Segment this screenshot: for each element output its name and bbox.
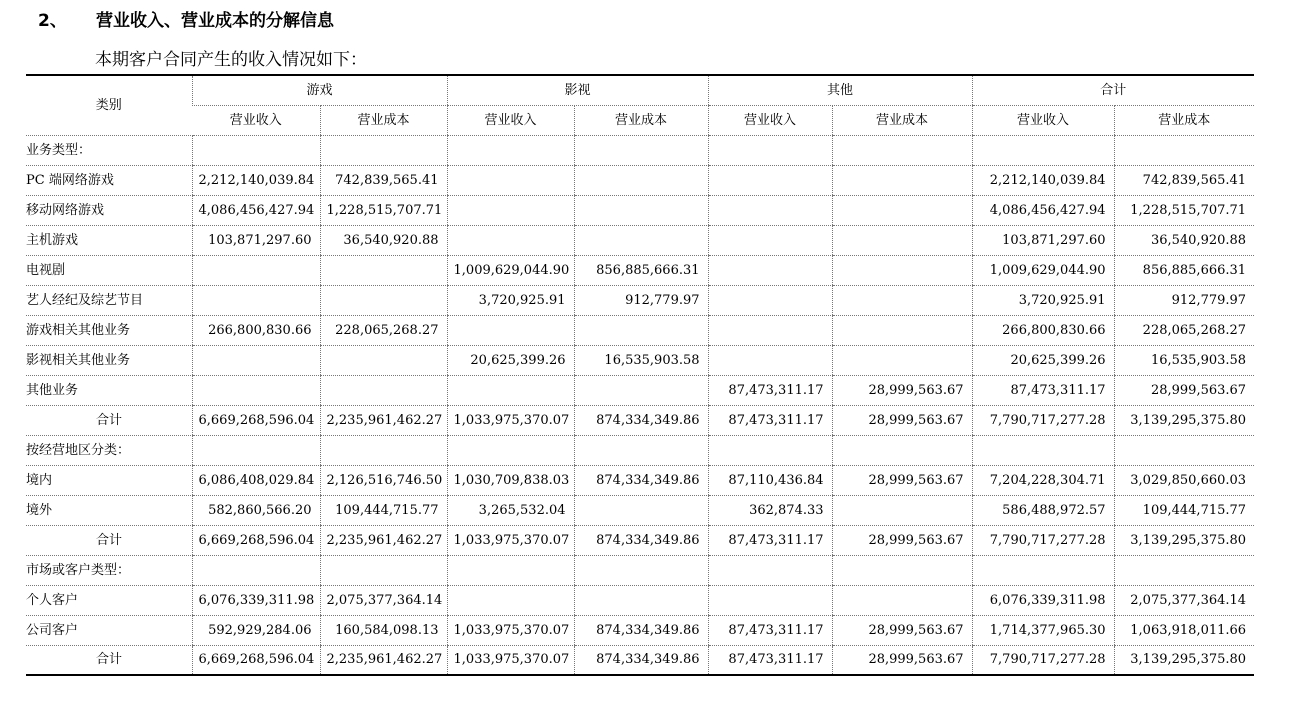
table-body	[26, 135, 1254, 675]
table-cell	[192, 345, 320, 375]
table-cell	[708, 585, 832, 615]
table-header-row-subs	[26, 105, 1254, 135]
table-cell	[708, 195, 832, 225]
table-cell	[832, 135, 972, 165]
table-cell: 4,086,456,427.94	[972, 195, 1114, 225]
table-cell	[192, 435, 320, 465]
table-cell: 28,999,563.67	[832, 645, 972, 675]
table-cell: 742,839,565.41	[1114, 165, 1254, 195]
table-cell: 87,473,311.17	[708, 375, 832, 405]
table-cell: 20,625,399.26	[972, 345, 1114, 375]
table-cell	[192, 375, 320, 405]
table-cell	[192, 555, 320, 585]
table-cell	[320, 345, 447, 375]
table-cell: 362,874.33	[708, 495, 832, 525]
table-cell	[574, 165, 708, 195]
table-cell	[574, 135, 708, 165]
table-cell: 4,086,456,427.94	[192, 195, 320, 225]
table-cell: 109,444,715.77	[320, 495, 447, 525]
table-row	[26, 255, 1254, 285]
table-cell	[1114, 555, 1254, 585]
table-cell	[832, 165, 972, 195]
table-cell: 87,473,311.17	[972, 375, 1114, 405]
table-cell: 20,625,399.26	[447, 345, 574, 375]
table-cell: 582,860,566.20	[192, 495, 320, 525]
table-cell	[320, 435, 447, 465]
table-cell: 912,779.97	[574, 285, 708, 315]
table-cell	[320, 375, 447, 405]
row-label: 游戏相关其他业务	[26, 315, 192, 345]
table-cell: 2,126,516,746.50	[320, 465, 447, 495]
sub-header-cost: 营业成本	[1114, 105, 1254, 135]
table-cell: 36,540,920.88	[320, 225, 447, 255]
table-cell: 874,334,349.86	[574, 615, 708, 645]
sub-header-revenue: 营业收入	[192, 105, 320, 135]
table-row	[26, 405, 1254, 435]
row-label: 按经营地区分类：	[26, 435, 192, 465]
table-cell: 1,033,975,370.07	[447, 405, 574, 435]
table-cell: 874,334,349.86	[574, 525, 708, 555]
table-cell: 28,999,563.67	[832, 525, 972, 555]
table-cell	[574, 555, 708, 585]
table-cell: 3,720,925.91	[972, 285, 1114, 315]
table-cell	[320, 255, 447, 285]
table-cell	[447, 435, 574, 465]
table-row	[26, 615, 1254, 645]
table-cell	[192, 255, 320, 285]
table-cell	[708, 165, 832, 195]
table-cell	[832, 495, 972, 525]
sub-header-cost: 营业成本	[320, 105, 447, 135]
table-cell: 1,033,975,370.07	[447, 615, 574, 645]
table-row	[26, 645, 1254, 675]
table-cell: 160,584,098.13	[320, 615, 447, 645]
table-cell	[972, 135, 1114, 165]
table-cell	[574, 225, 708, 255]
table-cell	[832, 315, 972, 345]
table-row	[26, 285, 1254, 315]
table-cell	[447, 315, 574, 345]
row-label: 移动网络游戏	[26, 195, 192, 225]
table-row	[26, 135, 1254, 165]
table-row	[26, 525, 1254, 555]
table-cell: 6,669,268,596.04	[192, 645, 320, 675]
table-cell: 592,929,284.06	[192, 615, 320, 645]
table-cell: 28,999,563.67	[832, 615, 972, 645]
table-cell	[320, 555, 447, 585]
table-cell: 1,714,377,965.30	[972, 615, 1114, 645]
table-cell	[832, 225, 972, 255]
section-title: 营业收入、营业成本的分解信息	[96, 11, 334, 31]
row-label: 个人客户	[26, 585, 192, 615]
table-cell: 228,065,268.27	[1114, 315, 1254, 345]
table-cell: 2,235,961,462.27	[320, 525, 447, 555]
row-label: 艺人经纪及综艺节目	[26, 285, 192, 315]
table-cell	[574, 435, 708, 465]
table-row	[26, 465, 1254, 495]
table-cell: 3,265,532.04	[447, 495, 574, 525]
table-cell: 7,204,228,304.71	[972, 465, 1114, 495]
table-row	[26, 225, 1254, 255]
table-cell	[447, 165, 574, 195]
table-cell	[1114, 435, 1254, 465]
table-cell: 1,033,975,370.07	[447, 525, 574, 555]
table-row	[26, 495, 1254, 525]
table-cell: 586,488,972.57	[972, 495, 1114, 525]
table-cell: 16,535,903.58	[574, 345, 708, 375]
table-cell: 7,790,717,277.28	[972, 645, 1114, 675]
table-cell	[832, 585, 972, 615]
table-cell: 87,473,311.17	[708, 525, 832, 555]
table-cell	[447, 585, 574, 615]
table-cell: 7,790,717,277.28	[972, 405, 1114, 435]
table-cell	[972, 555, 1114, 585]
group-header-film: 影视	[447, 75, 708, 105]
table-cell: 874,334,349.86	[574, 645, 708, 675]
row-label: 境外	[26, 495, 192, 525]
table-cell	[447, 375, 574, 405]
table-cell: 1,009,629,044.90	[972, 255, 1114, 285]
sub-header-revenue: 营业收入	[447, 105, 574, 135]
table-cell: 109,444,715.77	[1114, 495, 1254, 525]
row-label: PC 端网络游戏	[26, 165, 192, 195]
row-label: 合计	[26, 645, 192, 675]
row-label: 合计	[26, 405, 192, 435]
table-cell	[972, 435, 1114, 465]
table-cell: 2,235,961,462.27	[320, 645, 447, 675]
table-cell: 103,871,297.60	[972, 225, 1114, 255]
sub-header-cost: 营业成本	[574, 105, 708, 135]
table-cell	[832, 285, 972, 315]
table-cell: 3,720,925.91	[447, 285, 574, 315]
table-cell: 2,235,961,462.27	[320, 405, 447, 435]
table-cell: 36,540,920.88	[1114, 225, 1254, 255]
table-cell: 87,110,436.84	[708, 465, 832, 495]
row-label: 境内	[26, 465, 192, 495]
table-cell: 1,063,918,011.66	[1114, 615, 1254, 645]
table-cell: 2,075,377,364.14	[1114, 585, 1254, 615]
sub-header-cost: 营业成本	[832, 105, 972, 135]
table-cell	[574, 585, 708, 615]
table-cell	[447, 555, 574, 585]
table-cell: 1,009,629,044.90	[447, 255, 574, 285]
table-cell	[708, 345, 832, 375]
table-cell: 6,669,268,596.04	[192, 405, 320, 435]
table-row	[26, 315, 1254, 345]
group-header-total: 合计	[972, 75, 1254, 105]
table-cell: 1,030,709,838.03	[447, 465, 574, 495]
table-cell	[1114, 135, 1254, 165]
table-cell: 228,065,268.27	[320, 315, 447, 345]
table-cell	[447, 225, 574, 255]
table-row	[26, 165, 1254, 195]
table-cell	[447, 135, 574, 165]
table-cell	[708, 255, 832, 285]
table-cell	[832, 345, 972, 375]
section-heading	[38, 6, 334, 31]
table-cell: 6,076,339,311.98	[192, 585, 320, 615]
row-label: 主机游戏	[26, 225, 192, 255]
table-cell	[708, 555, 832, 585]
table-cell: 874,334,349.86	[574, 405, 708, 435]
table-cell: 1,228,515,707.71	[320, 195, 447, 225]
table-cell	[574, 195, 708, 225]
table-cell	[708, 285, 832, 315]
table-cell	[447, 195, 574, 225]
table-cell: 7,790,717,277.28	[972, 525, 1114, 555]
table-cell	[574, 495, 708, 525]
table-cell	[192, 285, 320, 315]
table-cell: 3,029,850,660.03	[1114, 465, 1254, 495]
table-cell: 1,033,975,370.07	[447, 645, 574, 675]
table-cell: 856,885,666.31	[1114, 255, 1254, 285]
table-cell: 266,800,830.66	[972, 315, 1114, 345]
table-cell: 3,139,295,375.80	[1114, 645, 1254, 675]
row-label: 其他业务	[26, 375, 192, 405]
section-number: 2、	[38, 11, 67, 31]
table-cell	[708, 225, 832, 255]
table-cell	[320, 135, 447, 165]
table-cell	[708, 435, 832, 465]
table-cell: 28,999,563.67	[1114, 375, 1254, 405]
table-header-row-groups	[26, 75, 1254, 105]
table-cell: 6,076,339,311.98	[972, 585, 1114, 615]
category-header: 类别	[26, 75, 192, 135]
table-cell: 874,334,349.86	[574, 465, 708, 495]
table-cell: 742,839,565.41	[320, 165, 447, 195]
table-row	[26, 345, 1254, 375]
table-row	[26, 195, 1254, 225]
table-cell	[832, 435, 972, 465]
table-row	[26, 585, 1254, 615]
table-cell: 2,212,140,039.84	[972, 165, 1114, 195]
table-cell: 6,669,268,596.04	[192, 525, 320, 555]
table-cell	[708, 315, 832, 345]
sub-header-revenue: 营业收入	[708, 105, 832, 135]
table-cell	[708, 135, 832, 165]
row-label: 合计	[26, 525, 192, 555]
table-cell: 28,999,563.67	[832, 405, 972, 435]
table-cell: 912,779.97	[1114, 285, 1254, 315]
group-header-other: 其他	[708, 75, 972, 105]
table-row	[26, 555, 1254, 585]
table-cell: 266,800,830.66	[192, 315, 320, 345]
table-cell	[574, 375, 708, 405]
row-label: 电视剧	[26, 255, 192, 285]
group-header-game: 游戏	[192, 75, 447, 105]
table-row	[26, 375, 1254, 405]
table-cell: 16,535,903.58	[1114, 345, 1254, 375]
row-label: 业务类型：	[26, 135, 192, 165]
table-cell: 2,075,377,364.14	[320, 585, 447, 615]
table-cell	[832, 555, 972, 585]
table-cell: 1,228,515,707.71	[1114, 195, 1254, 225]
table-cell: 87,473,311.17	[708, 645, 832, 675]
table-cell	[192, 135, 320, 165]
table-cell: 87,473,311.17	[708, 405, 832, 435]
table-cell: 3,139,295,375.80	[1114, 525, 1254, 555]
table-cell	[320, 285, 447, 315]
table-cell	[574, 315, 708, 345]
table-row	[26, 435, 1254, 465]
table-cell: 856,885,666.31	[574, 255, 708, 285]
table-cell: 6,086,408,029.84	[192, 465, 320, 495]
table-cell: 28,999,563.67	[832, 465, 972, 495]
table-cell	[832, 255, 972, 285]
table-cell	[832, 195, 972, 225]
table-cell: 2,212,140,039.84	[192, 165, 320, 195]
sub-header-revenue: 营业收入	[972, 105, 1114, 135]
revenue-breakdown-table	[26, 74, 1254, 676]
row-label: 公司客户	[26, 615, 192, 645]
section-subtitle: 本期客户合同产生的收入情况如下：	[95, 50, 367, 70]
table-cell: 103,871,297.60	[192, 225, 320, 255]
table-cell: 87,473,311.17	[708, 615, 832, 645]
table-cell: 28,999,563.67	[832, 375, 972, 405]
table-cell: 3,139,295,375.80	[1114, 405, 1254, 435]
row-label: 市场或客户类型：	[26, 555, 192, 585]
row-label: 影视相关其他业务	[26, 345, 192, 375]
